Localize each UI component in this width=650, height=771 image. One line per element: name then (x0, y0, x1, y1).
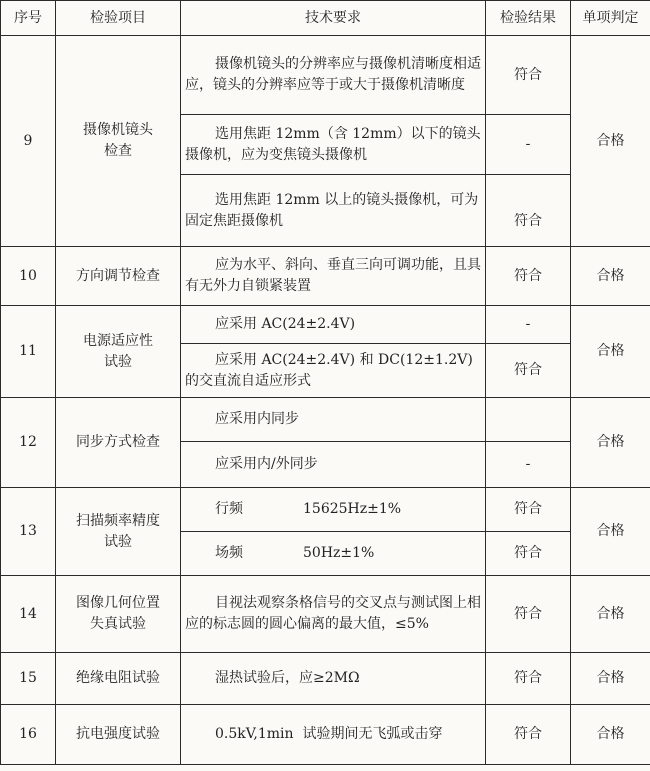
requirement-text: 摄像机镜头的分辨率应与摄像机清晰度相适应，镜头的分辨率应等于或大于摄像机清晰度 (185, 56, 481, 93)
row-number: 14 (1, 576, 56, 653)
verdict-cell: 合格 (571, 653, 650, 705)
table-row (1, 705, 650, 765)
frequency-value: 15625Hz±1% (303, 501, 402, 517)
row-number: 10 (1, 247, 56, 306)
header-result: 检验结果 (486, 1, 571, 36)
result-cell: 符合 (486, 36, 571, 115)
table-row (1, 306, 650, 344)
row-item-text: 摄像机镜头 检查 (83, 122, 153, 159)
result-cell: 符合 (486, 653, 571, 705)
result-cell: 符合 (486, 488, 571, 532)
table-row (1, 398, 650, 442)
requirement-cell (181, 576, 486, 653)
requirement-cell (181, 488, 486, 532)
requirement-text: 目视法观察条格信号的交叉点与测试图上相应的标志圆的圆心偏离的最大值，≤5% (185, 595, 481, 632)
header-verdict: 单项判定 (571, 1, 650, 36)
row-item (56, 576, 181, 653)
result-cell: - (486, 442, 571, 488)
verdict-cell: 合格 (571, 36, 650, 247)
requirement-text: 0.5kV,1min 试验期间无飞弧或击穿 (215, 726, 443, 742)
result-cell: 符合 (486, 532, 571, 576)
verdict-cell: 合格 (571, 488, 650, 576)
result-cell: - (486, 306, 571, 344)
row-item: 绝缘电阻试验 (56, 653, 181, 705)
frequency-label: 场频 (215, 545, 243, 561)
requirement-cell (181, 398, 486, 442)
row-item: 抗电强度试验 (56, 705, 181, 765)
result-cell: - (486, 115, 571, 175)
requirement-text: 选用焦距 12mm（含 12mm）以下的镜头摄像机，应为变焦镜头摄像机 (185, 125, 481, 163)
frequency-value: 50Hz±1% (303, 545, 375, 561)
requirement-text: 湿热试验后，应≥2MΩ (215, 670, 360, 686)
requirement-cell (181, 115, 486, 175)
verdict-cell: 合格 (571, 398, 650, 488)
requirement-text: 选用焦距 12mm 以上的镜头摄像机，可为固定焦距摄像机 (185, 191, 479, 229)
header-requirement: 技术要求 (181, 1, 486, 36)
requirement-text: 应为水平、斜向、垂直三向可调功能，且具有无外力自锁紧装置 (185, 257, 481, 294)
requirement-text: 应采用内/外同步 (215, 456, 318, 472)
verdict-cell: 合格 (571, 247, 650, 306)
row-number: 13 (1, 488, 56, 576)
table-row (1, 488, 650, 532)
row-item (56, 488, 181, 576)
row-number: 12 (1, 398, 56, 488)
result-cell: 符合 (486, 247, 571, 306)
requirement-cell (181, 344, 486, 398)
requirement-cell (181, 36, 486, 115)
row-number: 9 (1, 36, 56, 247)
requirement-cell (181, 532, 486, 576)
result-cell: 符合 (486, 576, 571, 653)
table-row (1, 653, 650, 705)
row-item: 方向调节检查 (56, 247, 181, 306)
header-item: 检验项目 (56, 1, 181, 36)
requirement-text: 应采用 AC(24±2.4V) 和 DC(12±1.2V)的交直流自适应形式 (185, 351, 473, 389)
row-item-text: 电源适应性 试验 (83, 332, 153, 370)
verdict-cell: 合格 (571, 306, 650, 398)
row-item-text: 图像几何位置 失真试验 (76, 595, 160, 632)
requirement-text: 应采用内同步 (215, 411, 299, 427)
header-index: 序号 (1, 1, 56, 36)
requirement-cell (181, 705, 486, 765)
row-item-text: 扫描频率精度 试验 (76, 512, 160, 550)
result-cell (486, 398, 571, 442)
requirement-cell (181, 247, 486, 306)
row-number: 15 (1, 653, 56, 705)
header-row (1, 1, 650, 36)
row-item (56, 306, 181, 398)
table-row (1, 36, 650, 115)
table-row (1, 247, 650, 306)
frequency-label: 行频 (215, 501, 243, 517)
result-cell: 符合 (486, 705, 571, 765)
requirement-cell (181, 653, 486, 705)
row-number: 11 (1, 306, 56, 398)
requirement-cell (181, 175, 486, 247)
row-item: 同步方式检查 (56, 398, 181, 488)
requirement-cell (181, 442, 486, 488)
requirement-cell (181, 306, 486, 344)
row-number: 16 (1, 705, 56, 765)
result-cell: 符合 (486, 344, 571, 398)
requirement-text: 应采用 AC(24±2.4V) (215, 316, 356, 332)
row-item (56, 36, 181, 247)
result-cell: 符合 (486, 175, 571, 247)
verdict-cell: 合格 (571, 705, 650, 765)
table-row (1, 576, 650, 653)
verdict-cell: 合格 (571, 576, 650, 653)
